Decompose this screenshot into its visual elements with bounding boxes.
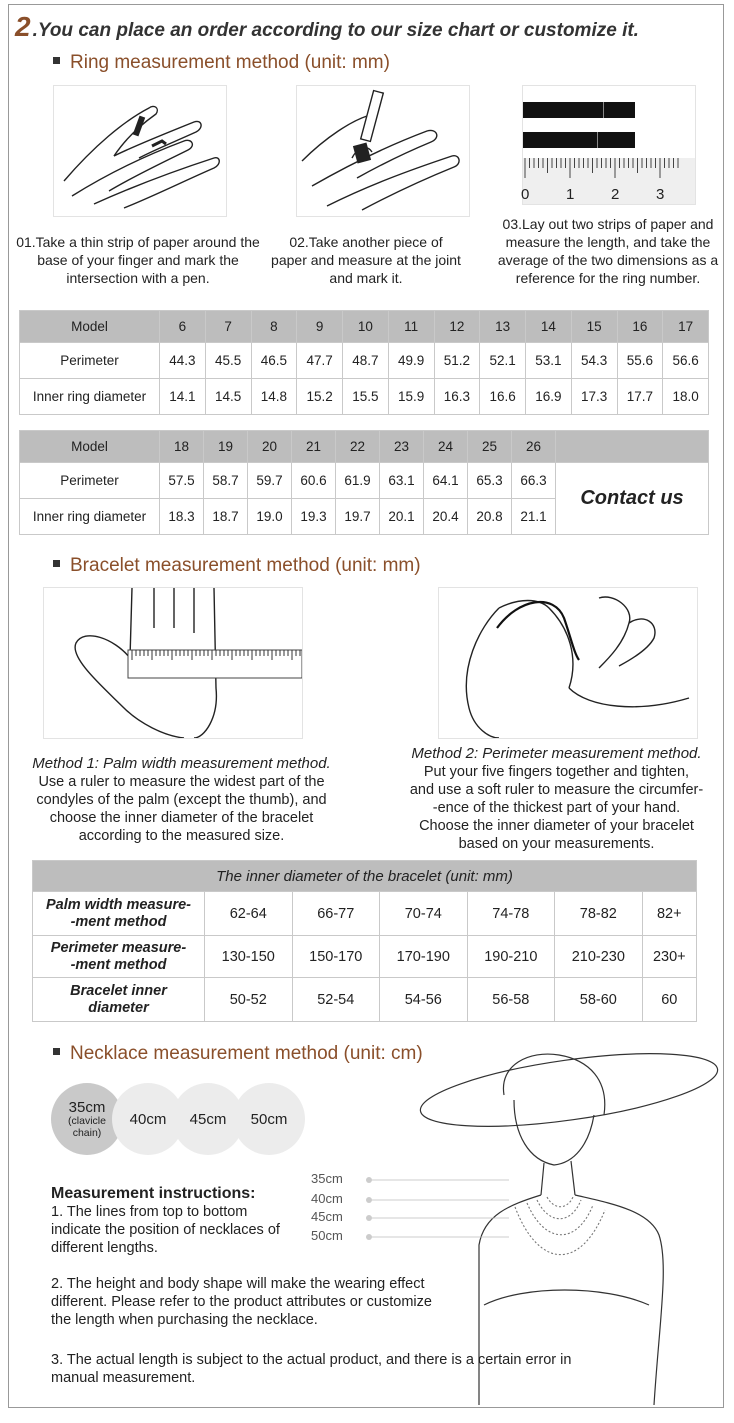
bullet-square-icon <box>53 1048 60 1055</box>
row-label: Perimeter <box>20 463 160 499</box>
bullet-square-icon <box>53 560 60 567</box>
ruler-tick-label: 0 <box>521 186 530 203</box>
measurement-instruction-3: 3. The actual length is subject to the actual product, and there is a certain error in manual measurement. <box>51 1352 572 1386</box>
bracelet-method1-caption: Method 1: Palm width measurement method. Use a ruler to measure the widest part of the condyles of the palm (except the thumb), and choose the inner diameter of the bracelet according to the measured size. <box>9 755 354 845</box>
ring-step3-illustration <box>522 85 696 205</box>
ring-size-table-1 <box>19 310 709 415</box>
ring-step2-caption: 02.Take another piece of paper and measure at the joint and mark it. <box>271 234 461 286</box>
row-label: Model <box>20 431 160 463</box>
table-row: Perimeter 44.3 45.5 46.5 47.7 48.7 49.9 51.2 52.1 53.1 54.3 55.6 56.6 <box>20 343 709 379</box>
method1-title: Method 1: Palm width measurement method. <box>32 755 331 772</box>
ruler-tick-label: 3 <box>656 186 665 203</box>
ruler-tick-label: 1 <box>566 186 575 203</box>
finger-paper-strip-icon <box>54 86 226 216</box>
table-row: Bracelet inner diameter 50-52 52-54 54-56 56-58 58-60 60 <box>33 978 697 1022</box>
length-label-45: 45cm <box>311 1209 343 1224</box>
finger-pen-mark-icon <box>297 86 469 216</box>
table-row: Palm width measure- -ment method 62-64 66-77 70-74 74-78 78-82 82+ <box>33 892 697 936</box>
length-circle-40: 40cm <box>112 1083 184 1155</box>
bracelet-method1-illustration <box>43 587 303 739</box>
method2-title: Method 2: Perimeter measurement method. <box>411 745 702 762</box>
necklace-section-title: Necklace measurement method (unit: cm) <box>53 1043 423 1065</box>
length-circle-35: 35cm (clavicle chain) <box>51 1083 123 1155</box>
table-row: Model 6 7 8 9 10 11 12 13 14 15 16 17 <box>20 311 709 343</box>
page-header <box>15 11 639 43</box>
ring-step1-caption: 01.Take a thin strip of paper around the base of your finger and mark the intersection with a pen. <box>16 234 260 286</box>
palm-ruler-icon <box>44 588 302 738</box>
instructions-heading: Measurement instructions: <box>51 1185 256 1202</box>
bracelet-method2-illustration <box>438 587 698 739</box>
ruler-tick-label: 2 <box>611 186 620 203</box>
length-label-50: 50cm <box>311 1228 343 1243</box>
bracelet-method2-caption: Method 2: Perimeter measurement method. Put your five fingers together and tighten, and use a soft ruler to measure the circumfer- -ence of the thickest part of your hand. Choose the inner diameter of your bracelet based on your measurements. <box>389 745 724 853</box>
table-row: Perimeter measure- -ment method 130-150 150-170 170-190 190-210 210-230 230+ <box>33 936 697 978</box>
bracelet-section-title: Bracelet measurement method (unit: mm) <box>53 555 421 577</box>
length-label-35: 35cm <box>311 1171 343 1186</box>
contact-us-link[interactable]: Contact us <box>556 463 709 535</box>
row-label: Perimeter <box>20 343 160 379</box>
table-row: Inner ring diameter 14.1 14.5 14.8 15.2 15.5 15.9 16.3 16.6 16.9 17.3 17.7 18.0 <box>20 379 709 415</box>
row-label: Bracelet inner diameter <box>33 978 205 1022</box>
table-row <box>33 861 697 892</box>
ring-section-title: Ring measurement method (unit: mm) <box>53 52 390 74</box>
length-label-40: 40cm <box>311 1191 343 1206</box>
table-row: Perimeter 57.5 58.7 59.7 60.6 61.9 63.1 64.1 65.3 66.3 Contact us <box>20 463 709 499</box>
hand-soft-ruler-icon <box>439 588 697 738</box>
header-text: .You can place an order according to our size chart or customize it. <box>32 20 639 41</box>
ruler-strips-icon <box>523 86 695 204</box>
row-label: Model <box>20 311 160 343</box>
bullet-square-icon <box>53 57 60 64</box>
ring-step2-illustration <box>296 85 470 217</box>
measurement-instructions: Measurement instructions: 1. The lines from top to bottom indicate the position of necklaces of different lengths. 2. The height and body shape will make the wearing effect different. Please refer to the product attributes or customize the length when purchasing the necklace. <box>51 1185 531 1329</box>
table-row: Model 18 19 20 21 22 23 24 25 26 <box>20 431 709 463</box>
header-number: 2 <box>15 11 31 42</box>
size-guide-page <box>8 4 724 1408</box>
table-row: Inner ring diameter 18.3 18.7 19.0 19.3 19.7 20.1 20.4 20.8 21.1 <box>20 499 709 535</box>
length-circle-50: 50cm <box>233 1083 305 1155</box>
row-label: Inner ring diameter <box>20 379 160 415</box>
row-label: Palm width measure- -ment method <box>33 892 205 936</box>
row-label: Inner ring diameter <box>20 499 160 535</box>
ring-size-table-2 <box>19 430 709 535</box>
bracelet-size-table <box>32 860 697 1022</box>
bracelet-table-title: The inner diameter of the bracelet (unit: mm) <box>33 861 697 892</box>
row-label: Perimeter measure- -ment method <box>33 936 205 978</box>
ring-step1-illustration <box>53 85 227 217</box>
ring-step3-caption: 03.Lay out two strips of paper and measure the length, and take the average of the two dimensions as a reference for the ring number. <box>497 216 719 286</box>
length-circle-45: 45cm <box>172 1083 244 1155</box>
